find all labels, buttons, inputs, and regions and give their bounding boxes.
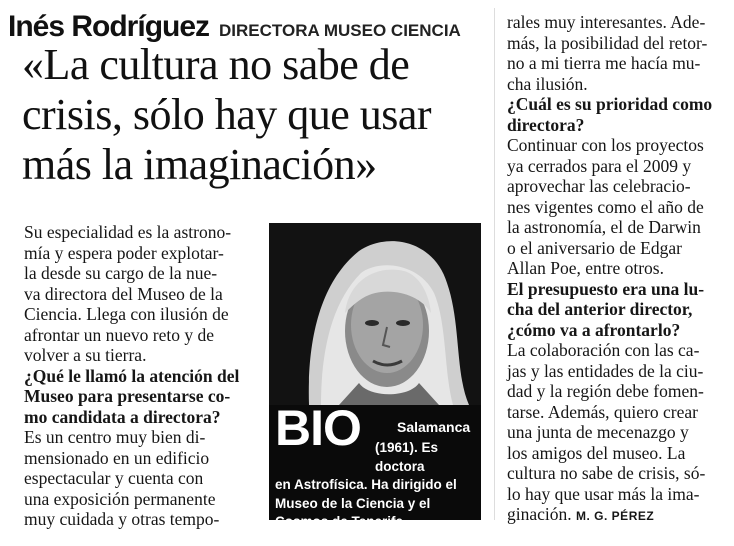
answer-line: espectacular y cuenta con — [24, 468, 204, 488]
answer-line: los amigos del museo. La — [507, 442, 686, 463]
answer-line: no a mi tierra me hacía mu- — [507, 53, 701, 73]
answer-line: aprovechar las celebracio- — [507, 176, 691, 196]
right-column — [507, 12, 729, 527]
headline-line-3: más la imaginación» — [22, 140, 377, 189]
question-1 — [24, 366, 252, 428]
intro-line: volver a su tierra. — [24, 345, 147, 365]
answer-line: la astronomía, el de Darwin — [507, 217, 701, 237]
bio-line: Cosmos de Tenerife. — [275, 514, 407, 529]
bio-line: Museo de la Ciencia y el — [275, 495, 431, 511]
answer-line: una exposición permanente — [24, 488, 216, 509]
question-line: mo candidata a directora? — [24, 406, 221, 427]
answer-3 — [507, 340, 729, 527]
bio-text — [275, 439, 477, 532]
answer-line: o el aniversario de Edgar — [507, 237, 682, 258]
question-line: ¿Qué le llamó la atención del — [24, 365, 240, 386]
bio-label: BIO — [275, 400, 361, 456]
byline — [8, 10, 461, 44]
headline-line-1: «La cultura no sabe de — [22, 40, 410, 89]
intro-line: va directora del Museo de la — [24, 283, 223, 304]
portrait-photo — [269, 223, 481, 529]
headline — [22, 40, 502, 190]
answer-line: Es un centro muy bien di- — [24, 427, 206, 447]
question-line: ¿cómo va a afrontarlo? — [507, 319, 681, 340]
question-3 — [507, 279, 729, 341]
interviewee-name: Inés Rodríguez — [8, 10, 210, 43]
question-line: El presupuesto era una lu- — [507, 278, 705, 299]
answer-line: Allan Poe, entre otros. — [507, 258, 664, 278]
bio-line: (1961). Es doctora — [375, 440, 439, 474]
intro-column — [24, 222, 252, 530]
bio-place: Salamanca — [397, 419, 471, 435]
intro-line: Ciencia. Llega con ilusión de — [24, 304, 229, 324]
intro-paragraph — [24, 222, 252, 366]
column-divider — [494, 8, 495, 520]
question-line: cha del anterior director, — [507, 299, 693, 319]
question-line: ¿Cuál es su prioridad como — [507, 94, 713, 114]
answer-line: ginación. — [507, 504, 572, 524]
question-line: Museo para presentarse co- — [24, 386, 231, 406]
headline-line-2: crisis, sólo hay que usar — [22, 90, 432, 139]
author-credit: M. G. PÉREZ — [576, 509, 655, 523]
answer-line: lo hay que usar más la ima- — [507, 483, 700, 504]
intro-line: la desde su cargo de la nue- — [24, 263, 218, 283]
answer-1 — [24, 427, 252, 530]
answer-line: jas y las entidades de la ciu- — [507, 360, 704, 381]
intro-line: Su especialidad es la astrono- — [24, 222, 232, 242]
answer-line: rales muy interesantes. Ade- — [507, 12, 706, 32]
answer-line: más, la posibilidad del retor- — [507, 32, 708, 53]
answer-line: nes vigentes como el año de — [507, 196, 704, 217]
answer-line: muy cuidada y otras tempo- — [24, 509, 220, 529]
answer-line: cha ilusión. — [507, 73, 588, 94]
answer-line: ya cerrados para el 2009 y — [507, 155, 692, 176]
answer-line: Continuar con los proyectos — [507, 135, 704, 155]
interviewee-role: DIRECTORA MUSEO CIENCIA — [219, 21, 461, 40]
answer-line: La colaboración con las ca- — [507, 340, 700, 360]
intro-line: afrontar un nuevo reto y de — [24, 324, 214, 345]
question-2 — [507, 94, 729, 135]
question-line: directora? — [507, 114, 585, 135]
bio-box — [269, 400, 481, 529]
answer-line: una junta de mecenazgo y — [507, 422, 689, 442]
answer-line: mensionado en un edificio — [24, 447, 210, 468]
answer-line: cultura no sabe de crisis, só- — [507, 463, 706, 483]
answer-line: tarse. Además, quiero crear — [507, 401, 698, 422]
intro-line: mía y espera poder explotar- — [24, 242, 224, 263]
answer-1-continued — [507, 12, 729, 94]
answer-line: dad y la región debe fomen- — [507, 381, 704, 401]
bio-line: en Astrofísica. Ha dirigido el — [275, 477, 457, 492]
portrait-image — [269, 223, 481, 405]
answer-2 — [507, 135, 729, 279]
